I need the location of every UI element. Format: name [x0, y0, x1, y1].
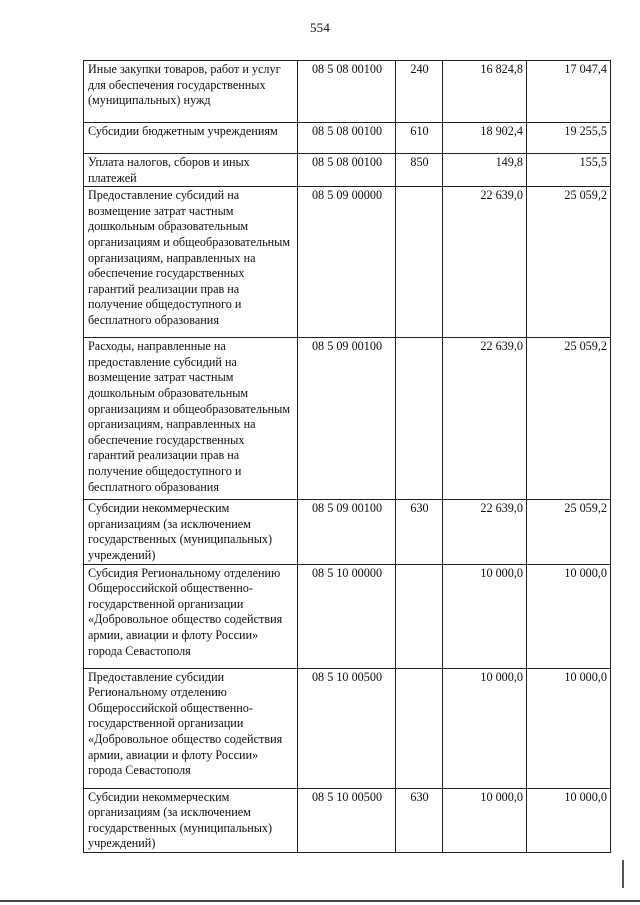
target-code-cell: 08 5 08 00100 [298, 154, 396, 187]
amount-cell: 22 639,0 [443, 187, 527, 338]
expense-type-cell [396, 668, 443, 788]
target-code-cell: 08 5 09 00100 [298, 500, 396, 564]
scan-edge-mark [622, 860, 624, 888]
target-code-cell: 08 5 08 00100 [298, 61, 396, 123]
table-row [84, 61, 611, 123]
expense-name-cell: Субсидии некоммерческим организациям (за исключением государственных (муниципальных) учреждений) [84, 500, 298, 564]
table-row [84, 668, 611, 788]
page-number: 554 [309, 20, 331, 35]
amount-cell: 10 000,0 [527, 564, 611, 668]
table-row [84, 564, 611, 668]
expense-name-cell: Иные закупки товаров, работ и услуг для обеспечения государственных (муниципальных) нужд [84, 61, 298, 123]
table-row [84, 338, 611, 500]
table-row [84, 154, 611, 187]
expense-type-cell: 240 [396, 61, 443, 123]
target-code-cell: 08 5 10 00500 [298, 788, 396, 852]
amount-cell: 155,5 [527, 154, 611, 187]
table-row [84, 187, 611, 338]
amount-cell: 18 902,4 [443, 123, 527, 154]
amount-cell: 149,8 [443, 154, 527, 187]
amount-cell: 25 059,2 [527, 338, 611, 500]
amount-cell: 19 255,5 [527, 123, 611, 154]
scan-bottom-edge [0, 900, 640, 902]
target-code-cell: 08 5 10 00500 [298, 668, 396, 788]
amount-cell: 10 000,0 [443, 788, 527, 852]
budget-table [83, 60, 611, 853]
expense-type-cell [396, 187, 443, 338]
amount-cell: 22 639,0 [443, 500, 527, 564]
expense-name-cell: Предоставление субсидии Региональному отделению Общероссийской общественно-государственной организации «Добровольное общество содействия армии, авиации и флоту России» города Севастополя [84, 668, 298, 788]
expense-name-cell: Уплата налогов, сборов и иных платежей [84, 154, 298, 187]
amount-cell: 17 047,4 [527, 61, 611, 123]
expense-name-cell: Субсидия Региональному отделению Общероссийской общественно-государственной организации «Добровольное общество содействия армии, авиации и флоту России» города Севастополя [84, 564, 298, 668]
expense-type-cell [396, 564, 443, 668]
target-code-cell: 08 5 09 00000 [298, 187, 396, 338]
expense-type-cell: 850 [396, 154, 443, 187]
expense-name-cell: Предоставление субсидий на возмещение затрат частным дошкольным образовательным организациям и общеобразовательным организациям, направленных на обеспечение государственных гарантий реализации прав на получение общедоступного и бесплатного образования [84, 187, 298, 338]
target-code-cell: 08 5 08 00100 [298, 123, 396, 154]
table-row [84, 123, 611, 154]
amount-cell: 10 000,0 [527, 788, 611, 852]
amount-cell: 22 639,0 [443, 338, 527, 500]
table-row [84, 500, 611, 564]
amount-cell: 10 000,0 [443, 668, 527, 788]
expense-name-cell: Субсидии бюджетным учреждениям [84, 123, 298, 154]
expense-type-cell [396, 338, 443, 500]
expense-name-cell: Расходы, направленные на предоставление субсидий на возмещение затрат частным дошкольным образовательным организациям и общеобразовательным организациям, направленных на обеспечение государственных гарантий реализации прав на получение общедоступного и бесплатного образования [84, 338, 298, 500]
expense-type-cell: 630 [396, 788, 443, 852]
amount-cell: 25 059,2 [527, 187, 611, 338]
target-code-cell: 08 5 09 00100 [298, 338, 396, 500]
expense-type-cell: 610 [396, 123, 443, 154]
target-code-cell: 08 5 10 00000 [298, 564, 396, 668]
amount-cell: 10 000,0 [527, 668, 611, 788]
table-row [84, 788, 611, 852]
expense-type-cell: 630 [396, 500, 443, 564]
amount-cell: 10 000,0 [443, 564, 527, 668]
amount-cell: 16 824,8 [443, 61, 527, 123]
expense-name-cell: Субсидии некоммерческим организациям (за исключением государственных (муниципальных) учреждений) [84, 788, 298, 852]
amount-cell: 25 059,2 [527, 500, 611, 564]
